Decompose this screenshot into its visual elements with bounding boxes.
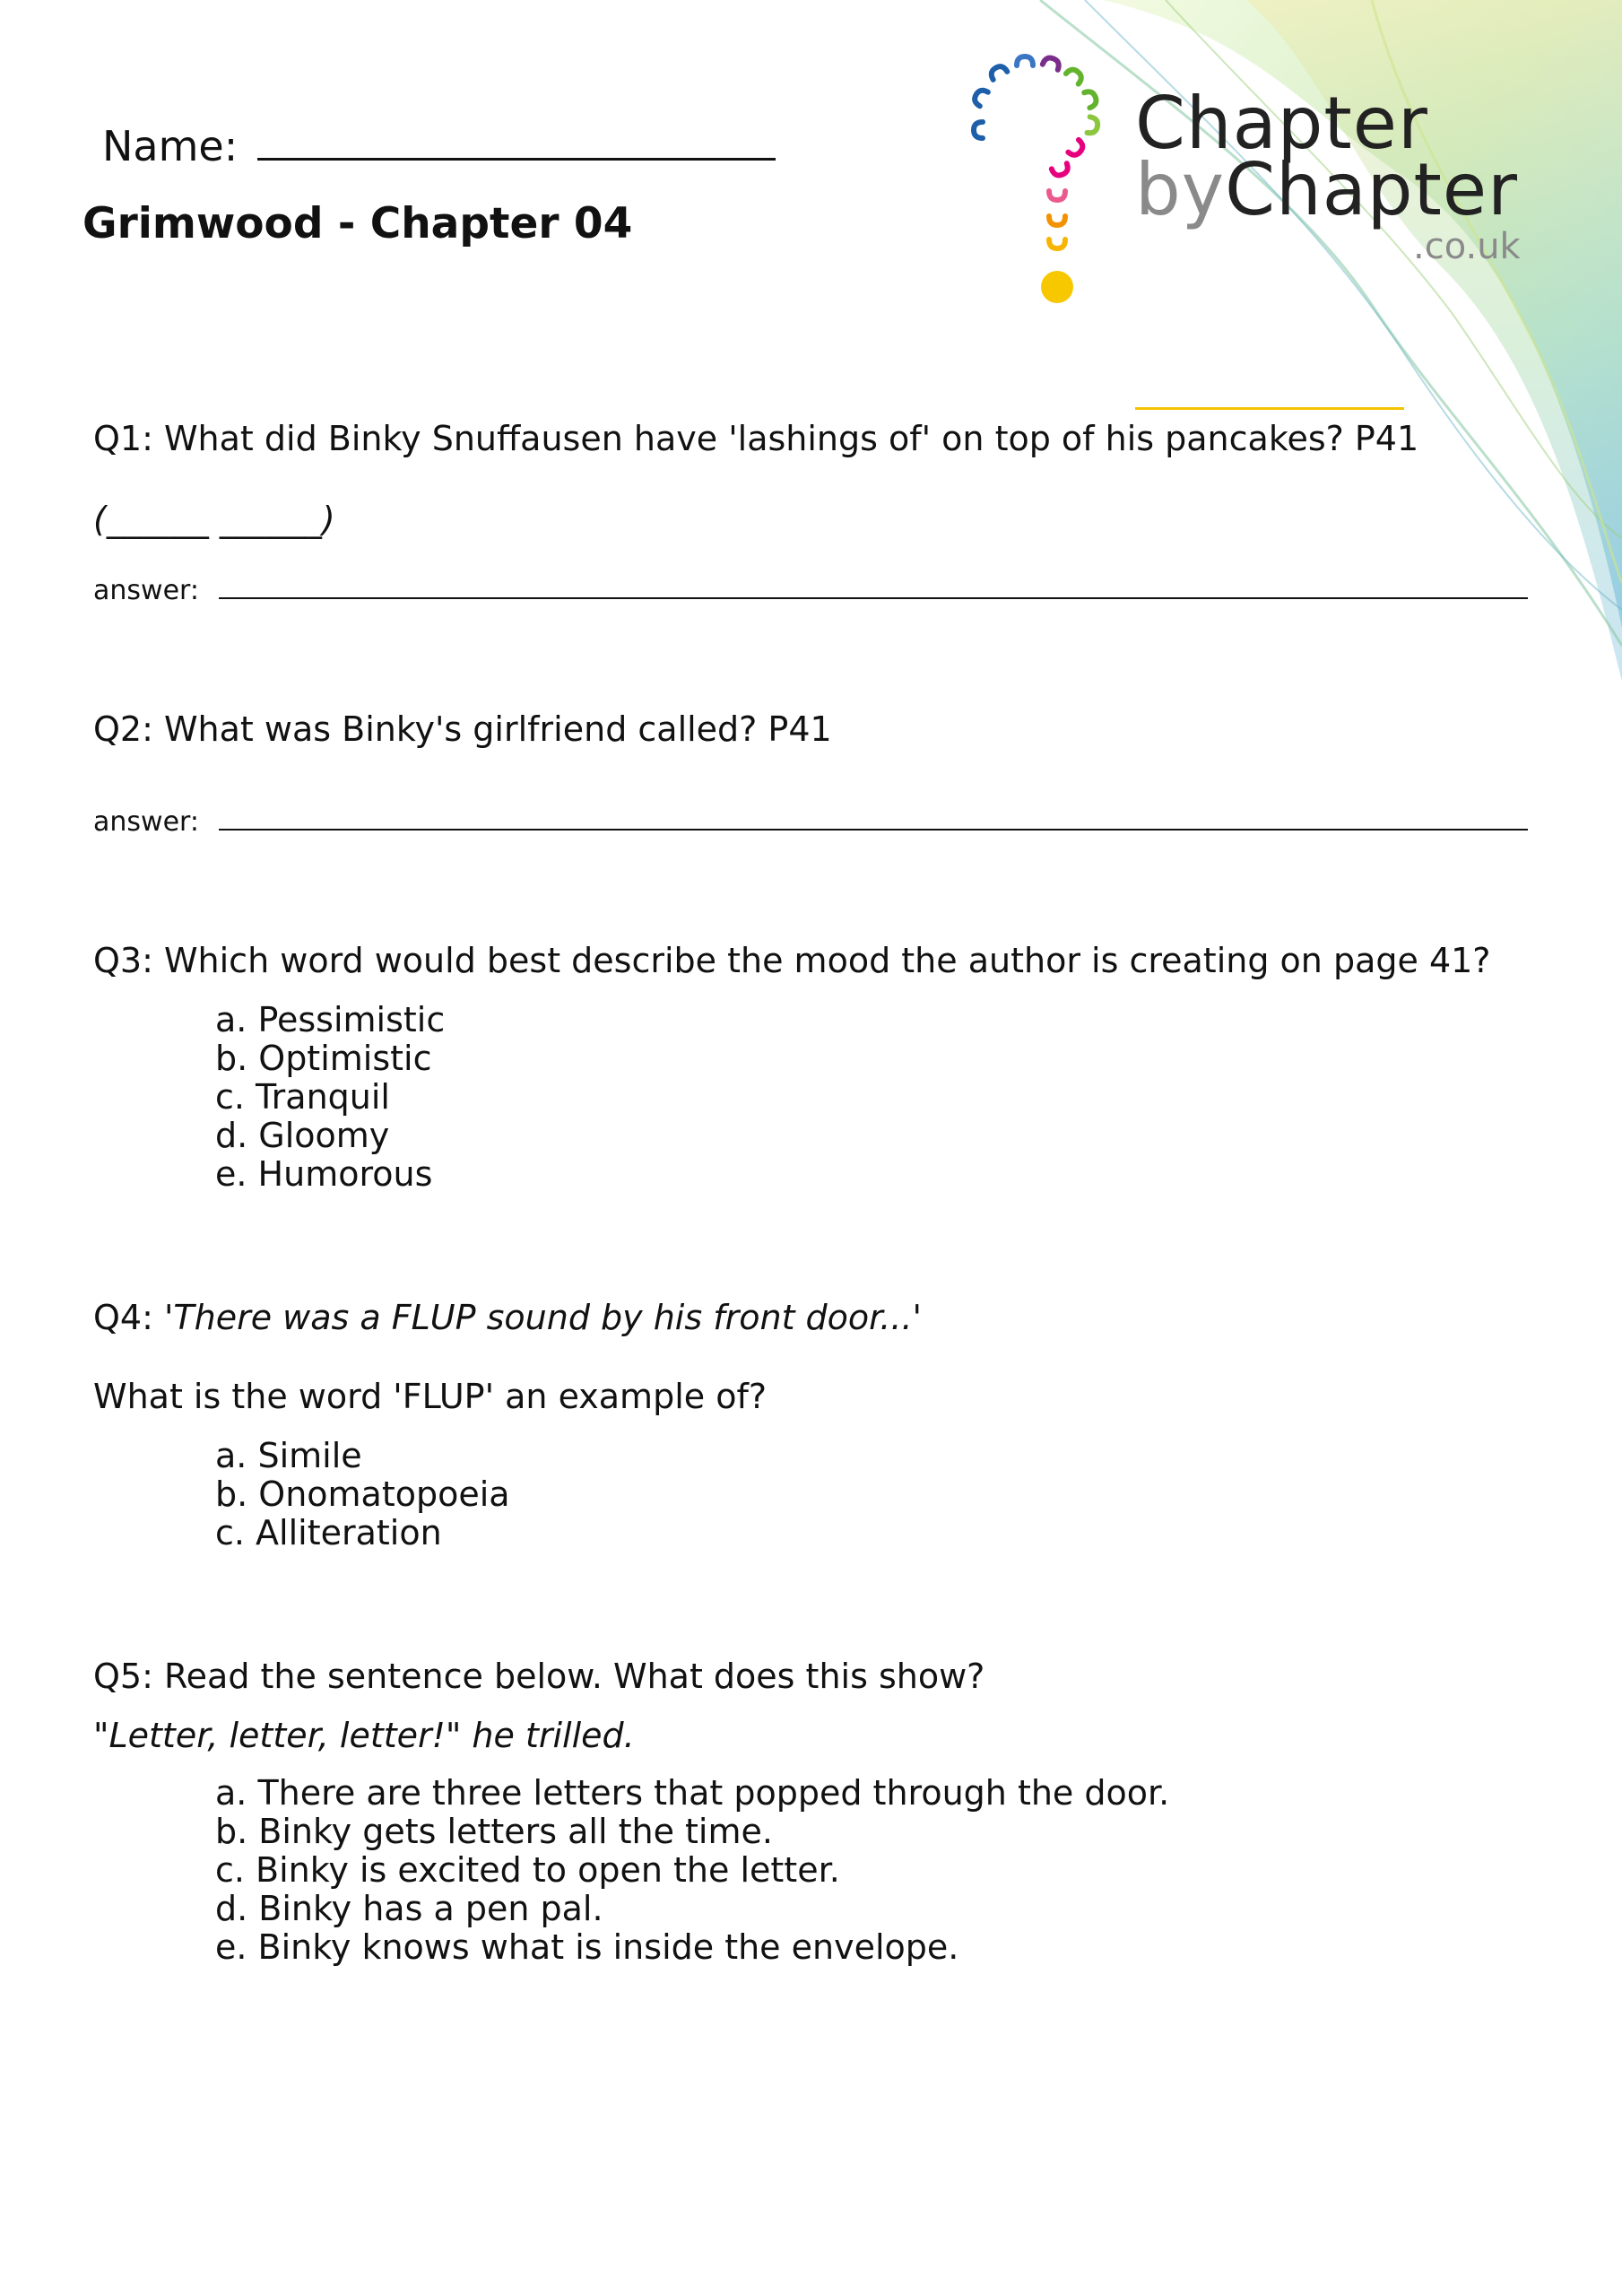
question-4-options (215, 1437, 510, 1552)
option-item[interactable]: b. Binky gets letters all the time. (215, 1812, 773, 1851)
option-item[interactable]: e. Binky knows what is inside the envelope. (215, 1927, 959, 1967)
logo-chapter: Chapter (1225, 148, 1518, 231)
logo-domain: .co.uk (1413, 226, 1521, 267)
name-field-row (102, 115, 776, 170)
question-3: Q3: Which word would best describe the mood the author is creating on page 41? (93, 941, 1491, 980)
question-2-answer-line[interactable] (219, 802, 1528, 831)
answer-label: answer: (93, 575, 199, 606)
question-5-options (215, 1774, 1169, 1967)
chapter-by-chapter-logo-icon (959, 49, 1139, 318)
question-1-answer-line[interactable] (219, 570, 1528, 599)
question-1-answer-row (93, 570, 1528, 606)
question-2: Q2: What was Binky's girlfriend called? P41 (93, 709, 832, 749)
logo-line-2 (1135, 148, 1518, 231)
option-item[interactable]: c. Binky is excited to open the letter. (215, 1850, 840, 1890)
question-4: What is the word 'FLUP' an example of? (93, 1377, 768, 1416)
question-4-label: Q4: (93, 1298, 164, 1337)
question-3-options (215, 1001, 445, 1194)
logo-line-1: Chapter (1135, 82, 1428, 165)
question-1: Q1: What did Binky Snuffausen have 'lashings of' on top of his pancakes? P41 (93, 419, 1419, 458)
question-5: Q5: Read the sentence below. What does this show? (93, 1657, 985, 1696)
option-item[interactable]: b. Onomatopoeia (215, 1474, 510, 1514)
option-item[interactable]: c. Tranquil (215, 1077, 390, 1117)
question-5-quote: "Letter, letter, letter!" he trilled. (93, 1716, 635, 1755)
answer-label: answer: (93, 806, 199, 838)
option-item[interactable]: c. Alliteration (215, 1513, 442, 1552)
option-item[interactable]: a. Pessimistic (215, 1000, 446, 1039)
option-item[interactable]: e. Humorous (215, 1154, 433, 1194)
question-4-prompt (93, 1297, 922, 1338)
name-input-line[interactable] (257, 115, 776, 161)
name-label: Name: (102, 122, 239, 170)
logo-underline (1135, 407, 1404, 410)
logo-by: by (1135, 148, 1226, 231)
option-item[interactable]: d. Gloomy (215, 1116, 390, 1155)
chapter-by-chapter-logo (1135, 82, 1521, 267)
question-4-quote: 'There was a FLUP sound by his front door...' (163, 1298, 922, 1337)
option-item[interactable]: a. Simile (215, 1436, 362, 1475)
option-item[interactable]: b. Optimistic (215, 1039, 432, 1078)
worksheet-title: Grimwood - Chapter 04 (82, 199, 633, 248)
option-item[interactable]: a. There are three letters that popped through the door. (215, 1773, 1170, 1813)
question-1-hint: (______ ______) (93, 500, 335, 539)
option-item[interactable]: d. Binky has a pen pal. (215, 1889, 603, 1928)
question-2-answer-row (93, 802, 1528, 838)
